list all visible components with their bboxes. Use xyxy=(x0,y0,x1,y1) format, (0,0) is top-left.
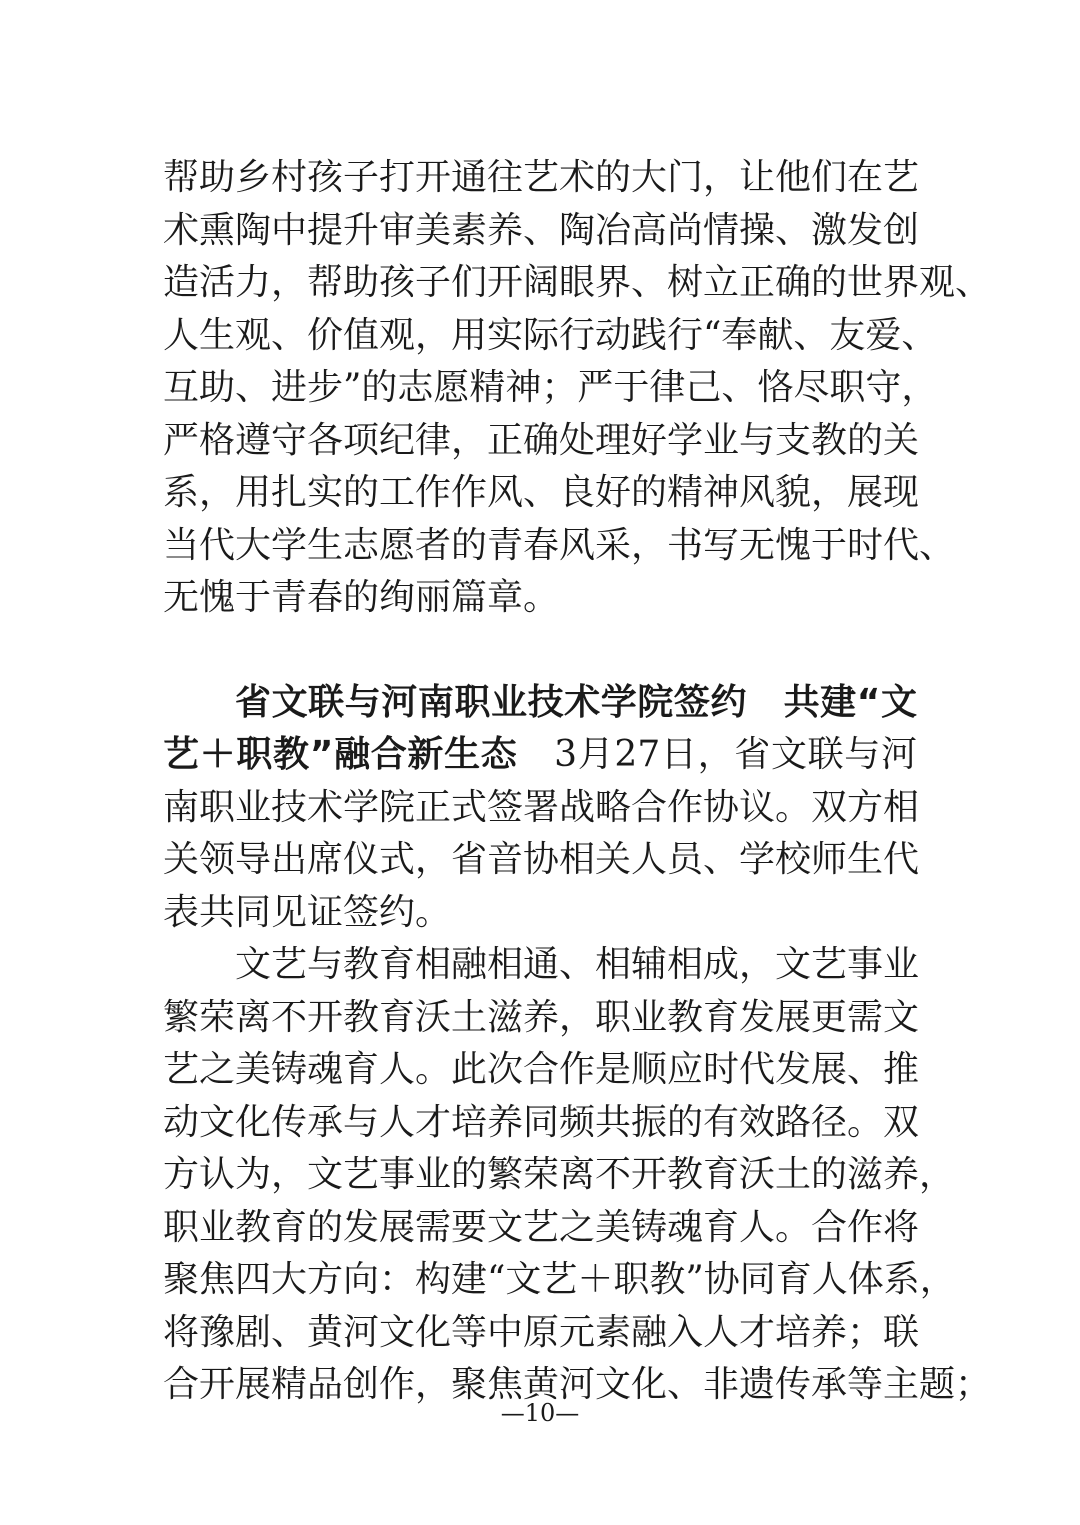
text-line: 聚焦四大方向：构建“文艺＋职教”协同育人体系， xyxy=(163,1259,956,1300)
article-section xyxy=(163,677,920,940)
text-line: 系，用扎实的工作作风、良好的精神风貌，展现 xyxy=(163,472,920,513)
text-line: 艺之美铸魂育人。此次合作是顺应时代发展、推 xyxy=(163,1049,920,1090)
article-lead-text: 3月27日，省文联与河 xyxy=(517,734,917,775)
text-line: 当代大学生志愿者的青春风采，书写无愧于时代、 xyxy=(163,524,956,566)
text-line: 术熏陶中提升审美素养、陶冶高尚情操、激发创 xyxy=(163,209,920,251)
text-line: 造活力，帮助孩子们开阔眼界、树立正确的世界观、 xyxy=(163,262,992,303)
text-line: 互助、进步”的志愿精神；严于律己、恪尽职守， xyxy=(163,367,938,408)
article-heading: 省文联与河南职业技术学院签约 共建“文 xyxy=(235,681,917,723)
text-line: 合开展精品创作，聚焦黄河文化、非遗传承等主题； xyxy=(163,1364,992,1405)
paragraph-continued xyxy=(163,152,992,625)
paragraph-gap xyxy=(163,625,917,677)
text-line: 帮助乡村孩子打开通往艺术的大门，让他们在艺 xyxy=(163,157,920,198)
text-line: 将豫剧、黄河文化等中原元素融入人才培养；联 xyxy=(163,1311,920,1353)
text-line: 关领导出席仪式，省音协相关人员、学校师生代 xyxy=(163,839,920,880)
text-line: 方认为，文艺事业的繁荣离不开教育沃土的滋养， xyxy=(163,1154,956,1195)
text-line: 无愧于青春的绚丽篇章。 xyxy=(163,577,560,618)
page-number: —10— xyxy=(500,1399,580,1427)
text-line: 严格遵守各项纪律，正确处理好学业与支教的关 xyxy=(163,419,920,461)
document-page xyxy=(163,152,992,1412)
text-line: 职业教育的发展需要文艺之美铸魂育人。合作将 xyxy=(163,1206,920,1248)
paragraph xyxy=(163,939,992,1412)
text-line: 文艺与教育相融相通、相辅相成，文艺事业 xyxy=(235,944,920,985)
text-line: 南职业技术学院正式签署战略合作协议。双方相 xyxy=(163,786,920,828)
text-line: 表共同见证签约。 xyxy=(163,891,452,933)
article-heading-continued xyxy=(163,729,917,782)
text-line: 繁荣离不开教育沃土滋养，职业教育发展更需文 xyxy=(163,996,920,1038)
text-line: 人生观、价值观，用实际行动践行“奉献、友爱、 xyxy=(163,314,938,356)
text-line: 动文化传承与人才培养同频共振的有效路径。双 xyxy=(163,1101,920,1143)
article-heading-tail: 艺＋职教”融合新生态 xyxy=(163,734,518,775)
